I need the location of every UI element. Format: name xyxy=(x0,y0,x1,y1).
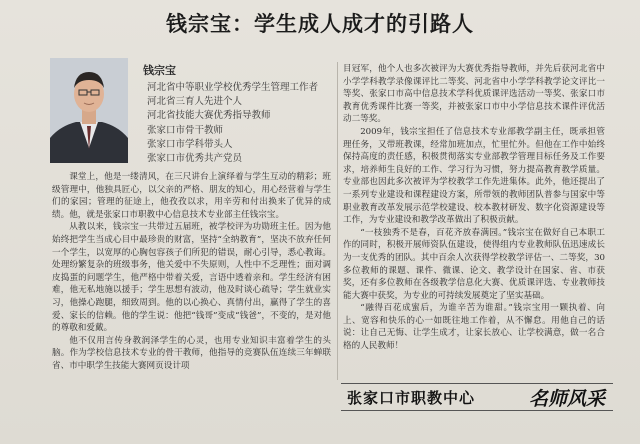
article-body-right xyxy=(343,63,605,353)
paragraph: 他不仅用言传身教润泽学生的心灵，也用专业知识丰富着学生的头脑。作为学校信息技术专业的骨干教师，他指导的竞赛队伍连续三年蝉联省、市中职学生技能大赛网页设计项 xyxy=(52,335,331,371)
profile-name: 钱宗宝 xyxy=(143,64,176,77)
paragraph: 从教以来，钱宗宝一共带过五届班，被学校评为功勋班主任。因为他始终把学生当成心目中最珍贵的财富，坚持“全纳教育”，坚决不放弃任何一个学生，以宽厚的心胸包容孩子们所犯的错误，耐心引导，悉心教诲。处理纷繁复杂的班级事务，他关爱中不失原则，人性中不乏理性；面对调皮捣蛋的问题学生，他严格中带着关爱，言语中透着亲和。学生经济有困难，他无私地施以援手；学生思想有波动，他及时谈心疏导；学生就业实习，他操心跑腿，细致周到。他的以心换心、真情付出，赢得了学生的喜爱、家长的信赖。他的学生说：他把“钱哥”变成“钱爸”，不变的，是对他的尊敬和爱戴。 xyxy=(52,222,331,334)
paragraph: 目冠军，他个人也多次被评为大赛优秀指导教师，并先后获河北省中小学学科教学录像课评比二等奖、河北省中小学学科教学论文评比一等奖、张家口市高中信息技术学科优质课评选活动一等奖、张家口市教育优秀课件比赛一等奖，并被张家口市中小学信息技术课件评优活动二等奖。 xyxy=(343,64,605,125)
banner-column-name: 名师风采 xyxy=(528,387,605,410)
role-item: 河北省三育人先进个人 xyxy=(147,96,243,108)
paragraph: 2009年，钱宗宝担任了信息技术专业部教学副主任，既承担管理任务，又带班教课，经常加班加点，忙里忙外。但他在工作中始终保持高度的责任感，积极贯彻落实专业部教学管理目标任务及工作要求，培养师生良好的工作、学习行为习惯，努力提高教育教学质量。专业部也因此多次被评为学校教学工作先进集体。此外，他还提出了一系列专业建设和课程建设方案，所带领的教师团队普参与国家中等职业教育改革发展示范学校建设、校本教材研发、数字化资源建设等工作，为专业建设和教学改革做出了积极贡献。 xyxy=(343,126,605,226)
column-divider xyxy=(337,62,338,380)
banner-organization: 张家口市职教中心 xyxy=(347,388,476,407)
paragraph: “一枝独秀不是春，百花齐放春满园。”钱宗宝在做好自己本职工作的同时，积极开展师资队伍建设，使得组内专业教师队伍迅速成长为一支优秀的团队。其中百余人次获得学校教学评估一、二等奖，30多位教师的课题、课件、微课、论文、教学设计在国家、省、市获奖，还有多位教师在各级教学信息化大赛、优质课评选、专业教师技能大赛中获奖，为专业的可持续发展奠定了坚实基础。 xyxy=(343,227,605,301)
role-item: 张家口市学科带头人 xyxy=(147,138,233,150)
article-body-left xyxy=(52,171,331,373)
role-item: 河北省中等职业学校优秀学生管理工作者 xyxy=(147,82,319,93)
role-item: 河北省技能大赛优秀指导教师 xyxy=(147,110,271,122)
paragraph: 课堂上，他是一缕清风，在三尺讲台上演绎着与学生互动的精彩；班级管理中，他独具匠心，以父亲的严格、朋友的知心，用心经营着与学生们的家园；管理的征途上，他孜孜以求，用辛劳和付出换来了优异的成绩。他，就是张家口市职教中心信息技术专业部主任钱宗宝。 xyxy=(52,172,331,220)
article-title: 钱宗宝：学生成人成才的引路人 xyxy=(166,12,474,36)
role-item: 张家口市骨干教师 xyxy=(147,124,224,136)
paragraph: “融得百花成蜜后，为谁辛苦为谁甜。”钱宗宝用一颗执着、向上、宽容和快乐的心一如既往地工作着，从不懈怠。用他自己的话说：让自己无悔、让学生成才，让家长放心、让学校满意，做一名合格的人民教师！ xyxy=(343,303,605,352)
portrait-photo xyxy=(50,58,128,163)
profile-roles xyxy=(147,81,327,166)
role-item: 张家口市优秀共产党员 xyxy=(147,153,243,165)
section-banner xyxy=(341,383,613,411)
portrait-image xyxy=(50,58,128,163)
